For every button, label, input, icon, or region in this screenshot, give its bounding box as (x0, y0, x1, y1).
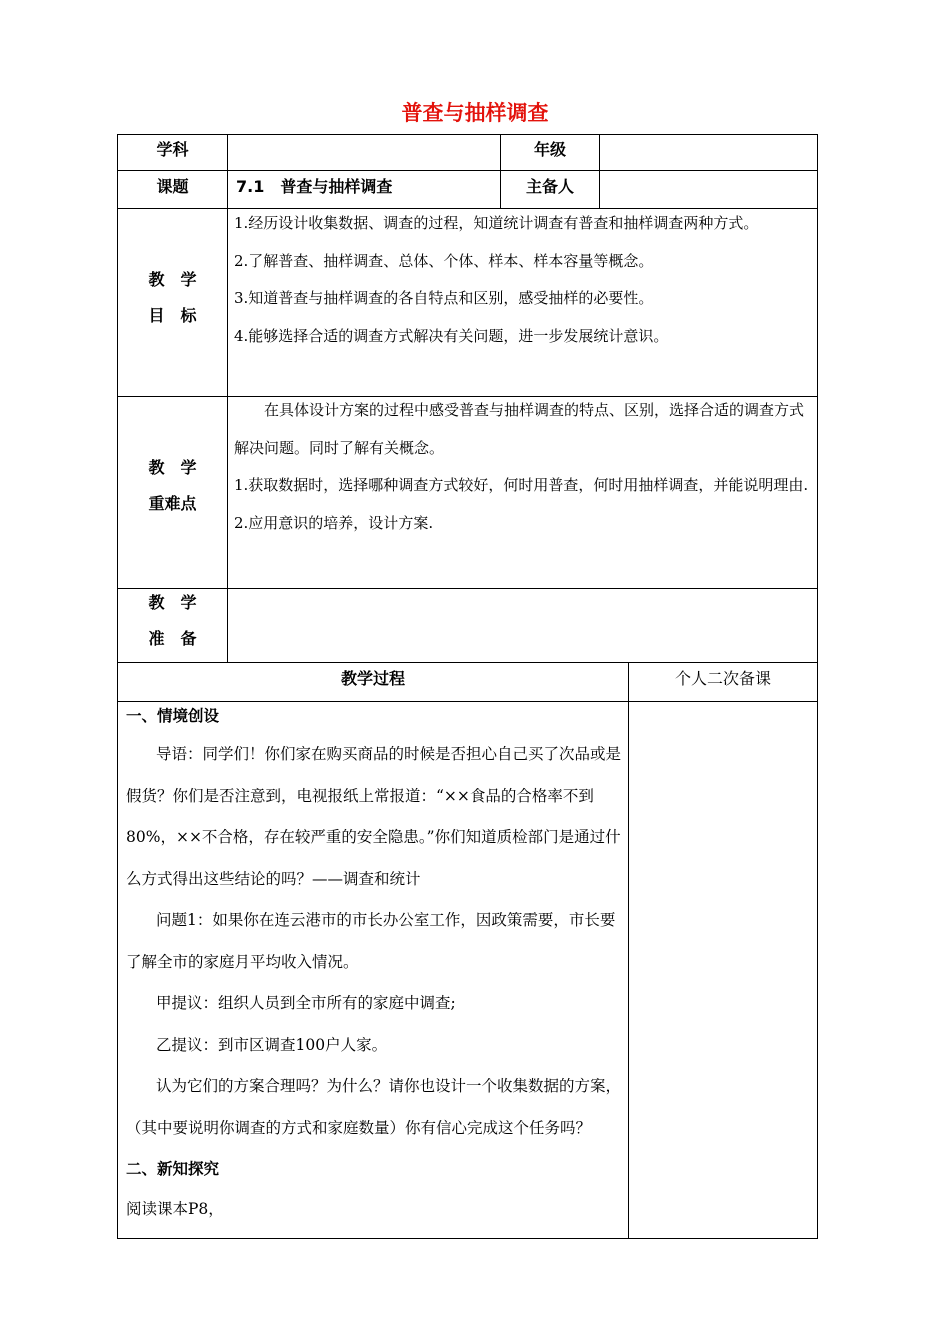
key-points-label: 教 学 重难点 (148, 458, 197, 513)
page-title: 普查与抽样调查 (401, 101, 549, 125)
objectives-label: 教 学 目 标 (148, 270, 197, 325)
objective-item: 1.经历设计收集数据、调查的过程，知道统计调查有普查和抽样调查两种方式。 (234, 214, 759, 232)
topic-label: 课题 (156, 177, 189, 196)
key-points-intro: 在具体设计方案的过程中感受普查与抽样调查的特点、区别，选择合适的调查方式解决问题。同时了解有关概念。 (234, 401, 805, 457)
preparer-label: 主备人 (525, 177, 574, 196)
read-text: 阅读课本P8， (126, 1199, 224, 1218)
section1-title: 一、情境创设 (126, 707, 220, 725)
objective-item: 3.知道普查与抽样调查的各自特点和区别，感受抽样的必要性。 (234, 289, 654, 307)
question-1: 问题1：如果你在连云港市的市长办公室工作，因政策需要，市长要了解全市的家庭月平均收入情况。 (126, 911, 616, 971)
proposal-b: 乙提议：到市区调查100户人家。 (156, 1035, 388, 1054)
key-points-content (234, 392, 810, 542)
intro-paragraph: 导语：同学们！你们家在购买商品的时候是否担心自己买了次品或是假货？你们是否注意到，电视报纸上常报道：“××食品的合格率不到80%，××不合格，存在较严重的安全隐患。”你们知道质检部门是通过什么方式得出这些结论的吗？——调查和统计 (126, 745, 622, 888)
objectives-content (234, 205, 810, 355)
subject-label: 学科 (156, 140, 189, 159)
section2-title: 二、新知探究 (126, 1160, 220, 1178)
proposal-a: 甲提议：组织人员到全市所有的家庭中调查; (156, 994, 456, 1012)
preparation-label: 教 学 准 备 (148, 593, 197, 648)
objective-item: 4.能够选择合适的调查方式解决有关问题，进一步发展统计意识。 (234, 326, 669, 345)
key-point-item: 2.应用意识的培养，设计方案. (234, 513, 434, 532)
key-point-item: 1.获取数据时，选择哪种调查方式较好，何时用普查，何时用抽样调查，并能说明理由. (234, 476, 809, 494)
grade-label: 年级 (533, 140, 566, 159)
side-notes-header: 个人二次备课 (674, 669, 771, 688)
process-content (126, 698, 622, 1227)
question-follow: 认为它们的方案合理吗？为什么？请你也设计一个收集数据的方案，（其中要说明你调查的方式和家庭数量）你有信心完成这个任务吗？ (126, 1077, 622, 1137)
topic-value: 7.1 普查与抽样调查 (236, 177, 393, 196)
objective-item: 2.了解普查、抽样调查、总体、个体、样本、样本容量等概念。 (234, 251, 654, 270)
process-header: 教学过程 (340, 669, 405, 688)
